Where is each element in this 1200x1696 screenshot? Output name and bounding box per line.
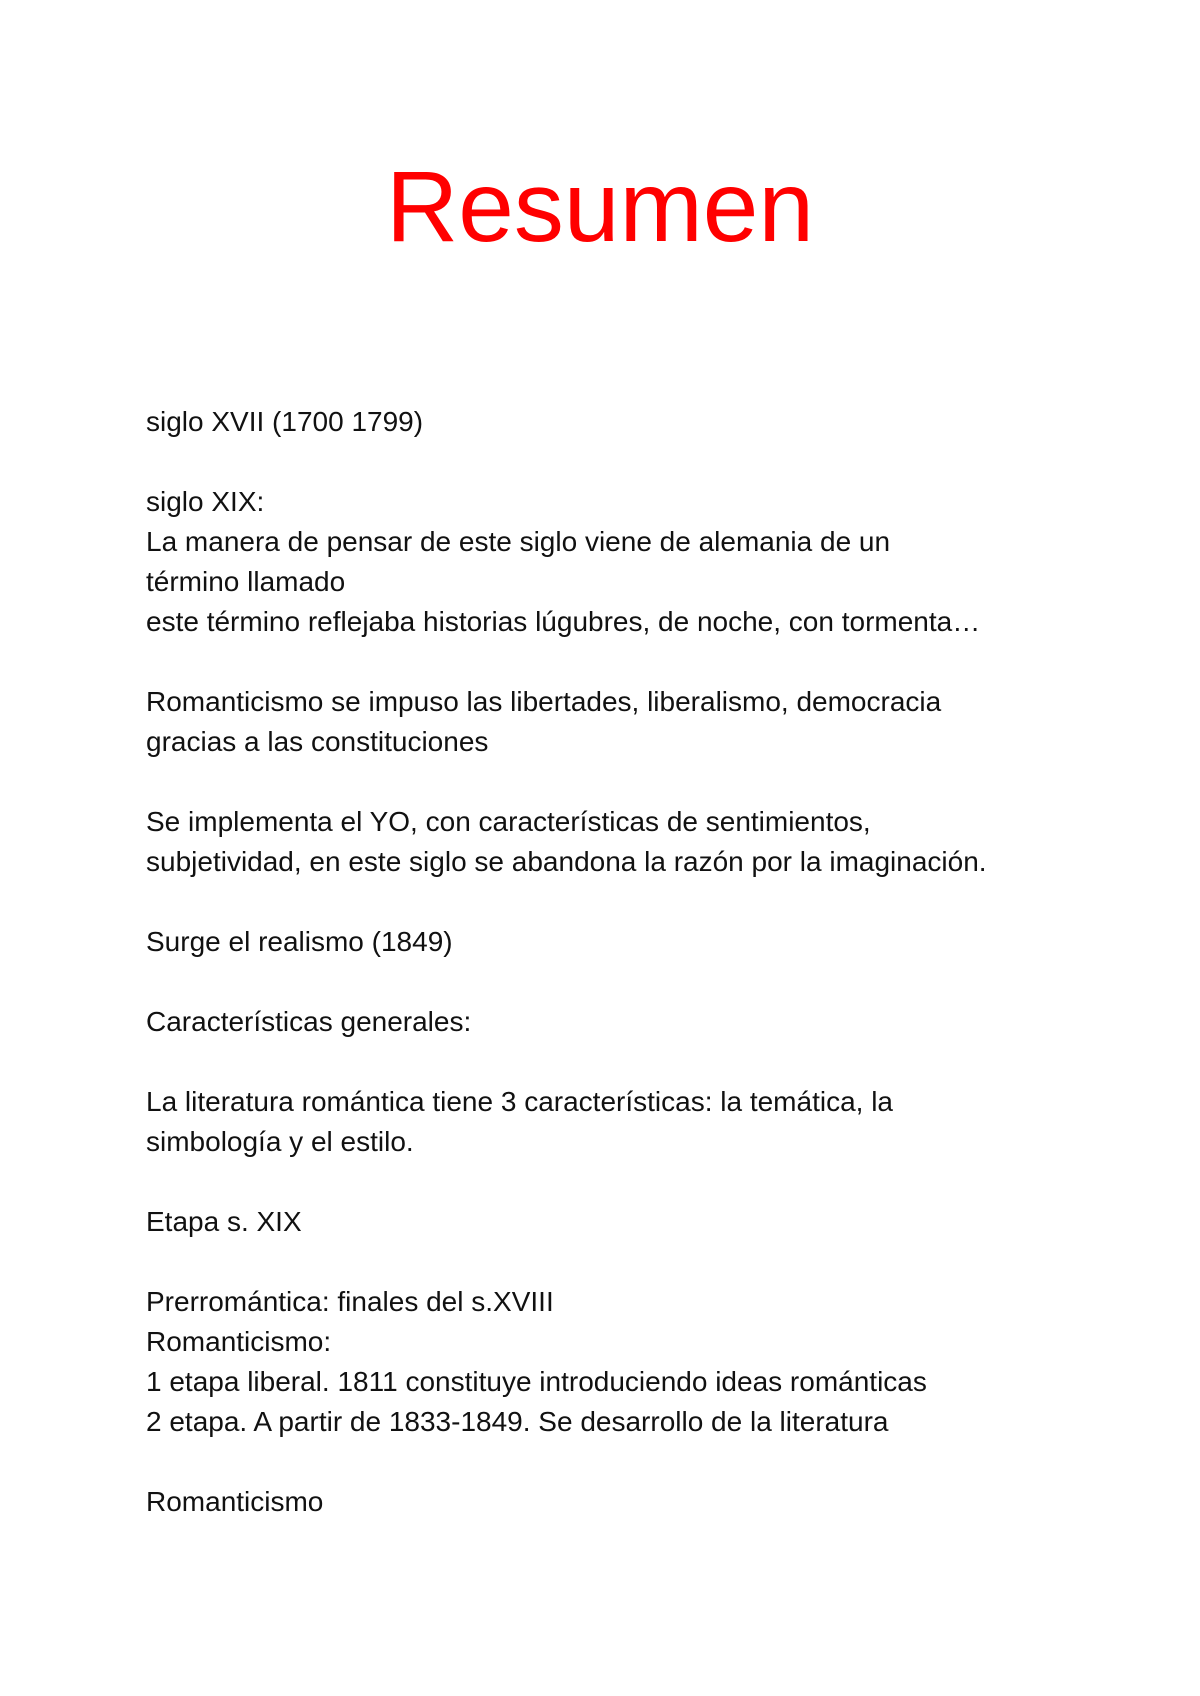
text-line: Prerromántica: finales del s.XVIII [146, 1286, 554, 1317]
text-line: simbología y el estilo. [146, 1126, 414, 1157]
text-line: Características generales: [146, 1006, 472, 1037]
text-line: Romanticismo: [146, 1326, 332, 1357]
document-body [146, 402, 1106, 1522]
blank-line [146, 882, 1106, 922]
blank-line [146, 1162, 1106, 1202]
text-line: Se implementa el YO, con características de sentimientos, [146, 806, 871, 837]
text-line: término llamado [146, 566, 346, 597]
text-line: La manera de pensar de este siglo viene de alemania de un [146, 526, 891, 557]
page-title: Resumen [386, 151, 814, 263]
text-line: 1 etapa liberal. 1811 constituye introduciendo ideas románticas [146, 1366, 927, 1397]
blank-line [146, 1042, 1106, 1082]
blank-line [146, 1442, 1106, 1482]
text-line: Etapa s. XIX [146, 1206, 302, 1237]
text-line: Surge el realismo (1849) [146, 926, 453, 957]
blank-line [146, 962, 1106, 1002]
text-line: siglo XVII (1700 1799) [146, 406, 424, 437]
blank-line [146, 442, 1106, 482]
text-line: La literatura romántica tiene 3 características: la temática, la [146, 1086, 894, 1117]
text-line: este término reflejaba historias lúgubres, de noche, con tormenta… [146, 606, 981, 637]
blank-line [146, 642, 1106, 682]
text-line: 2 etapa. A partir de 1833-1849. Se desarrollo de la literatura [146, 1406, 889, 1437]
text-line: Romanticismo [146, 1486, 324, 1517]
blank-line [146, 762, 1106, 802]
text-line: siglo XIX: [146, 486, 265, 517]
text-line: Romanticismo se impuso las libertades, liberalismo, democracia [146, 686, 942, 717]
text-line: gracias a las constituciones [146, 726, 489, 757]
blank-line [146, 1242, 1106, 1282]
text-line: subjetividad, en este siglo se abandona la razón por la imaginación. [146, 846, 987, 877]
